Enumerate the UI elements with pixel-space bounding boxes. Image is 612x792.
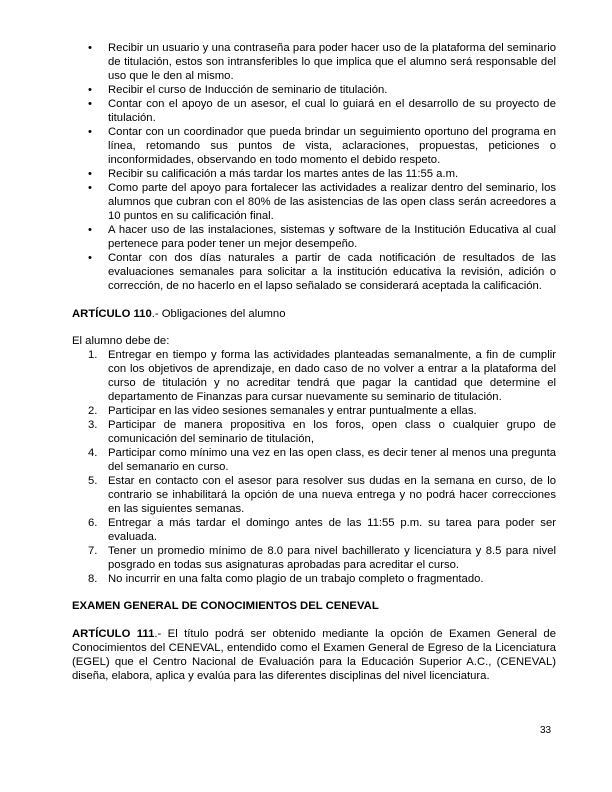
list-item: • Contar con el apoyo de un asesor, el cual lo guiará en el desarrollo de su proyecto de titulación.: [72, 97, 556, 125]
list-item: [72, 516, 556, 544]
item-text: Tener un promedio mínimo de 8.0 para nivel bachillerato y licenciatura y 8.5 para nivel posgrado en todas sus asignaturas aprobadas para acreditar el curso.: [108, 545, 556, 571]
article-110-label: ARTÍCULO 110: [72, 308, 152, 320]
article-110-heading: [72, 307, 556, 321]
section-heading: EXAMEN GENERAL DE CONOCIMIENTOS DEL CENEVAL: [72, 600, 379, 612]
item-number: 6.: [88, 517, 98, 529]
article-111-text: .- El título podrá ser obtenido mediante la opción de Examen General de Conocimientos del CENEVAL, entendido como el Examen General de Egreso de la Licenciatura (EGEL) que el Centro Nacional de Evaluación para la Educación Superior A.C., (CENEVAL) diseña, elabora, aplica y evalúa para las diferentes disciplinas del nivel licenciatura.: [72, 628, 556, 682]
student-rights-list: [72, 41, 556, 293]
list-item: • A hacer uso de las instalaciones, sistemas y software de la Institución Educativa al cual pertenece para poder tener un mejor desempeño.: [72, 223, 556, 251]
list-item: [72, 404, 556, 418]
item-text: Entregar a más tardar el domingo antes de las 11:55 p.m. su tarea para poder ser evaluada.: [108, 517, 556, 543]
item-text: No incurrir en una falta como plagio de un trabajo completo o fragmentado.: [108, 573, 484, 585]
list-item: [72, 544, 556, 572]
item-number: 5.: [88, 475, 98, 487]
item-number: 8.: [88, 573, 98, 585]
item-number: 3.: [88, 419, 98, 431]
article-110-intro: El alumno debe de:: [72, 335, 170, 347]
obligations-list: [72, 348, 556, 586]
list-item: • Contar con un coordinador que pueda brindar un seguimiento oportuno del programa en línea, retomando sus puntos de vista, aclaraciones, propuestas, peticiones o inconformidades, observando en todo momento el debido respeto.: [72, 125, 556, 167]
article-111-paragraph: [72, 627, 556, 683]
list-item: • Recibir el curso de Inducción de seminario de titulación.: [72, 83, 556, 97]
item-text: Entregar en tiempo y forma las actividades planteadas semanalmente, a fin de cumplir con los objetivos de aprendizaje, en dado caso de no volver a entrar a la plataforma del curso de titulación y no acreditar tendrá que pagar la cantidad que determine el departamento de Finanzas para cursar nuevamente su seminario de titulación.: [108, 349, 556, 403]
item-number: 2.: [88, 405, 98, 417]
page-number: 33: [540, 725, 552, 736]
item-number: 4.: [88, 447, 98, 459]
list-item: • Contar con dos días naturales a partir de cada notificación de resultados de las evaluaciones semanales para solicitar a la institución educativa la revisión, adición o corrección, de no hacerlo en el lapso señalado se considerará aceptada la calificación.: [72, 251, 556, 293]
list-item: • Recibir su calificación a más tardar los martes antes de las 11:55 a.m.: [72, 167, 556, 181]
list-item: [72, 348, 556, 404]
list-item: • Recibir un usuario y una contraseña para poder hacer uso de la plataforma del seminario de titulación, estos son intransferibles lo que implica que el alumno será responsable del uso que le den al mismo.: [72, 41, 556, 83]
item-number: 7.: [88, 545, 98, 557]
list-item: • Como parte del apoyo para fortalecer las actividades a realizar dentro del seminario, los alumnos que cubran con el 80% de las asistencias de las open class serán acreedores a 10 puntos en su calificación final.: [72, 181, 556, 223]
article-110-title: .- Obligaciones del alumno: [151, 308, 286, 320]
list-item: [72, 446, 556, 474]
item-text: Participar como mínimo una vez en las open class, es decir tener al menos una pregunta del semanario en curso.: [108, 447, 556, 473]
list-item: [72, 572, 556, 586]
document-page: [72, 41, 556, 683]
list-item: [72, 474, 556, 516]
item-text: Participar en las video sesiones semanales y entrar puntualmente a ellas.: [108, 405, 477, 417]
list-item: [72, 418, 556, 446]
item-number: 1.: [88, 349, 98, 361]
item-text: Estar en contacto con el asesor para resolver sus dudas en la semana en curso, de lo contrario se inhabilitará la opción de una nueva entrega y no podrá hacer correcciones en las siguientes semanas.: [108, 475, 556, 515]
article-111-label: ARTÍCULO 111: [72, 628, 155, 640]
item-text: Participar de manera propositiva en los foros, open class o cualquier grupo de comunicación del seminario de titulación,: [108, 419, 556, 445]
